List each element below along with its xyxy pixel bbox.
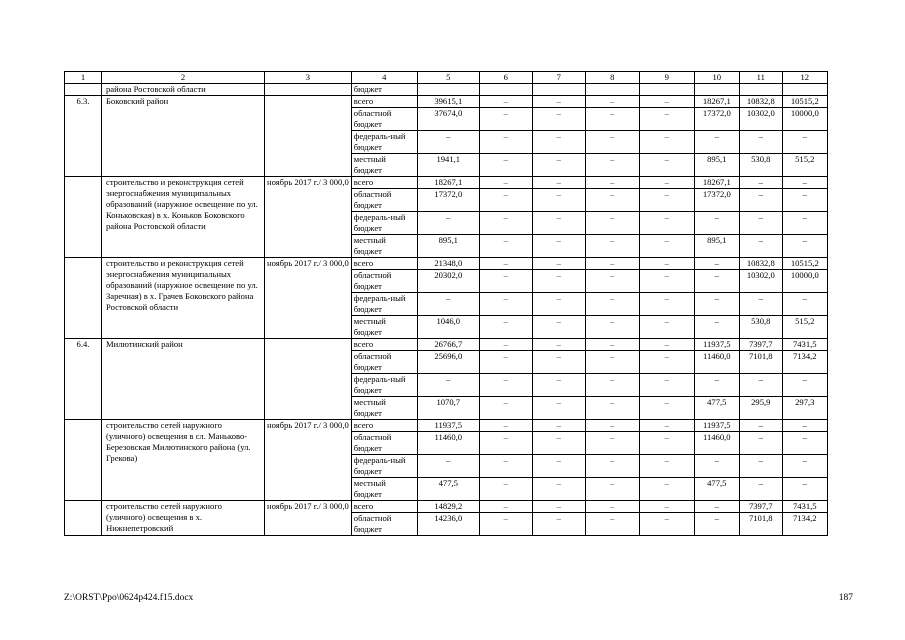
term-cost-cell: ноябрь 2017 г./ 3 000,0 xyxy=(265,420,352,501)
column-number-cell: 5 xyxy=(417,72,479,84)
table-row xyxy=(65,420,828,432)
section-name-cell: строительство сетей наружного (уличного) освещения в х. Нижнепетровский xyxy=(102,501,265,536)
dash-cell: – xyxy=(585,478,639,501)
dash-cell: – xyxy=(479,258,532,270)
value-cell: – xyxy=(782,293,827,316)
dash-cell: – xyxy=(639,339,694,351)
table-row xyxy=(65,258,828,270)
value-cell xyxy=(739,84,782,96)
column-number-row xyxy=(65,72,828,84)
value-cell: 10515,2 xyxy=(782,258,827,270)
dash-cell: – xyxy=(639,108,694,131)
value-cell xyxy=(479,84,532,96)
source-cell: федераль-ный бюджет xyxy=(351,455,417,478)
dash-cell: – xyxy=(479,478,532,501)
dash-cell: – xyxy=(532,501,585,513)
value-cell: 37674,0 xyxy=(417,108,479,131)
dash-cell: – xyxy=(585,501,639,513)
value-cell: – xyxy=(694,270,739,293)
value-cell: 14829,2 xyxy=(417,501,479,513)
source-cell: областной бюджет xyxy=(351,432,417,455)
dash-cell: – xyxy=(479,189,532,212)
dash-cell: – xyxy=(585,96,639,108)
section-name-cell: Милютинский район xyxy=(102,339,265,420)
value-cell: 18267,1 xyxy=(417,177,479,189)
value-cell xyxy=(782,84,827,96)
section-name-cell: строительство и реконструкция сетей энергоснабжения муниципальных образований (наружное освещение по ул. Заречная) в х. Грачев Боковского района Ростовской области xyxy=(102,258,265,339)
value-cell: – xyxy=(739,420,782,432)
value-cell: 477,5 xyxy=(694,397,739,420)
value-cell: 10832,8 xyxy=(739,258,782,270)
section-number-cell xyxy=(65,177,102,258)
column-number-cell: 1 xyxy=(65,72,102,84)
source-cell: федераль-ный бюджет xyxy=(351,374,417,397)
footer-file-path: Z:\ORST\Ppo\0624p424.f15.docx xyxy=(64,593,194,603)
dash-cell: – xyxy=(639,131,694,154)
value-cell: 39615,1 xyxy=(417,96,479,108)
dash-cell: – xyxy=(639,235,694,258)
source-cell: федераль-ный бюджет xyxy=(351,212,417,235)
source-cell: всего xyxy=(351,420,417,432)
value-cell: 18267,1 xyxy=(694,177,739,189)
dash-cell: – xyxy=(532,235,585,258)
value-cell: – xyxy=(739,189,782,212)
dash-cell: – xyxy=(639,189,694,212)
value-cell: – xyxy=(782,212,827,235)
dash-cell: – xyxy=(479,154,532,177)
source-cell: местный бюджет xyxy=(351,154,417,177)
value-cell: 7431,5 xyxy=(782,339,827,351)
dash-cell: – xyxy=(639,270,694,293)
value-cell: 17372,0 xyxy=(694,189,739,212)
section-number-cell xyxy=(65,420,102,501)
value-cell: 21348,0 xyxy=(417,258,479,270)
dash-cell: – xyxy=(532,270,585,293)
table-row xyxy=(65,339,828,351)
dash-cell: – xyxy=(479,270,532,293)
dash-cell: – xyxy=(585,177,639,189)
value-cell xyxy=(694,84,739,96)
value-cell: 10000,0 xyxy=(782,270,827,293)
value-cell: – xyxy=(782,177,827,189)
value-cell: 530,8 xyxy=(739,154,782,177)
value-cell: 7397,7 xyxy=(739,501,782,513)
dash-cell: – xyxy=(532,154,585,177)
dash-cell: – xyxy=(585,293,639,316)
dash-cell: – xyxy=(532,316,585,339)
value-cell: – xyxy=(782,478,827,501)
source-cell: областной бюджет xyxy=(351,270,417,293)
dash-cell: – xyxy=(585,270,639,293)
dash-cell: – xyxy=(585,397,639,420)
section-number-cell: 6.4. xyxy=(65,339,102,420)
value-cell: 18267,1 xyxy=(694,96,739,108)
dash-cell: – xyxy=(532,293,585,316)
section-name-cell: строительство сетей наружного (уличного) освещения в сл. Маньково-Березовская Милютинского района (ул. Грекова) xyxy=(102,420,265,501)
source-cell: областной бюджет xyxy=(351,189,417,212)
dash-cell: – xyxy=(639,455,694,478)
value-cell: – xyxy=(739,293,782,316)
value-cell: 7134,2 xyxy=(782,513,827,536)
value-cell: – xyxy=(417,293,479,316)
source-cell: федераль-ный бюджет xyxy=(351,131,417,154)
value-cell: – xyxy=(694,513,739,536)
dash-cell: – xyxy=(639,96,694,108)
source-cell: всего xyxy=(351,339,417,351)
dash-cell: – xyxy=(585,316,639,339)
footer-page-number: 187 xyxy=(838,593,853,603)
source-cell: всего xyxy=(351,501,417,513)
dash-cell: – xyxy=(479,513,532,536)
dash-cell: – xyxy=(585,420,639,432)
value-cell: 1941,1 xyxy=(417,154,479,177)
value-cell xyxy=(585,84,639,96)
column-number-cell: 4 xyxy=(351,72,417,84)
source-cell: всего xyxy=(351,177,417,189)
value-cell xyxy=(417,84,479,96)
column-number-cell: 7 xyxy=(532,72,585,84)
source-cell: всего xyxy=(351,96,417,108)
value-cell: – xyxy=(739,235,782,258)
value-cell: 11460,0 xyxy=(694,432,739,455)
dash-cell: – xyxy=(479,96,532,108)
value-cell: – xyxy=(739,177,782,189)
term-cost-cell: ноябрь 2017 г./ 3 000,0 xyxy=(265,177,352,258)
value-cell: 297,3 xyxy=(782,397,827,420)
value-cell: – xyxy=(694,131,739,154)
value-cell: 7397,7 xyxy=(739,339,782,351)
dash-cell: – xyxy=(639,154,694,177)
source-cell: областной бюджет xyxy=(351,513,417,536)
value-cell: – xyxy=(782,420,827,432)
value-cell: – xyxy=(694,293,739,316)
dash-cell: – xyxy=(479,212,532,235)
value-cell: – xyxy=(417,131,479,154)
column-number-cell: 10 xyxy=(694,72,739,84)
dash-cell: – xyxy=(479,108,532,131)
value-cell: 7101,8 xyxy=(739,513,782,536)
dash-cell: – xyxy=(532,455,585,478)
value-cell: 895,1 xyxy=(694,154,739,177)
dash-cell: – xyxy=(532,189,585,212)
value-cell: – xyxy=(782,455,827,478)
value-cell: 25696,0 xyxy=(417,351,479,374)
value-cell: 295,9 xyxy=(739,397,782,420)
value-cell xyxy=(532,84,585,96)
value-cell: 11460,0 xyxy=(694,351,739,374)
term-cost-cell xyxy=(265,96,352,177)
term-cost-cell: ноябрь 2017 г./ 3 000,0 xyxy=(265,501,352,536)
dash-cell: – xyxy=(532,397,585,420)
dash-cell: – xyxy=(585,432,639,455)
dash-cell: – xyxy=(639,374,694,397)
table-row xyxy=(65,501,828,513)
dash-cell: – xyxy=(585,189,639,212)
dash-cell: – xyxy=(639,316,694,339)
value-cell: 1046,0 xyxy=(417,316,479,339)
section-number-cell xyxy=(65,258,102,339)
dash-cell: – xyxy=(639,478,694,501)
dash-cell: – xyxy=(639,432,694,455)
source-cell: всего xyxy=(351,258,417,270)
section-number-cell xyxy=(65,501,102,536)
section-number-cell: 6.3. xyxy=(65,96,102,177)
table-row xyxy=(65,84,828,96)
column-number-cell: 2 xyxy=(102,72,265,84)
source-cell: бюджет xyxy=(351,84,417,96)
column-number-cell: 9 xyxy=(639,72,694,84)
dash-cell: – xyxy=(639,212,694,235)
column-number-cell: 3 xyxy=(265,72,352,84)
value-cell: – xyxy=(782,189,827,212)
dash-cell: – xyxy=(639,513,694,536)
dash-cell: – xyxy=(532,513,585,536)
dash-cell: – xyxy=(585,154,639,177)
value-cell: 515,2 xyxy=(782,154,827,177)
dash-cell: – xyxy=(532,108,585,131)
value-cell: – xyxy=(694,258,739,270)
dash-cell: – xyxy=(639,351,694,374)
value-cell: – xyxy=(739,432,782,455)
column-number-cell: 8 xyxy=(585,72,639,84)
table-row xyxy=(65,177,828,189)
dash-cell: – xyxy=(532,177,585,189)
value-cell: 7101,8 xyxy=(739,351,782,374)
term-cost-cell: ноябрь 2017 г./ 3 000,0 xyxy=(265,258,352,339)
name-cell: района Ростовской области xyxy=(102,84,265,96)
dash-cell: – xyxy=(639,177,694,189)
value-cell: 11937,5 xyxy=(694,339,739,351)
dash-cell: – xyxy=(532,351,585,374)
value-cell: – xyxy=(417,374,479,397)
dash-cell: – xyxy=(479,316,532,339)
value-cell: – xyxy=(739,374,782,397)
section-name-cell: строительство и реконструкция сетей энергоснабжения муниципальных образований (наружное освещение по ул. Коньковская) в х. Коньков Боковского района Ростовской области xyxy=(102,177,265,258)
dash-cell: – xyxy=(532,478,585,501)
column-number-cell: 12 xyxy=(782,72,827,84)
value-cell: 11460,0 xyxy=(417,432,479,455)
dash-cell: – xyxy=(532,212,585,235)
dash-cell: – xyxy=(479,351,532,374)
value-cell: – xyxy=(417,212,479,235)
value-cell: – xyxy=(739,212,782,235)
num-cell xyxy=(65,84,102,96)
dash-cell: – xyxy=(585,339,639,351)
value-cell: – xyxy=(694,212,739,235)
dash-cell: – xyxy=(532,258,585,270)
value-cell: 14236,0 xyxy=(417,513,479,536)
dash-cell: – xyxy=(479,339,532,351)
dash-cell: – xyxy=(639,397,694,420)
value-cell: 10302,0 xyxy=(739,108,782,131)
source-cell: областной бюджет xyxy=(351,108,417,131)
dash-cell: – xyxy=(532,339,585,351)
dash-cell: – xyxy=(585,455,639,478)
dash-cell: – xyxy=(532,131,585,154)
dash-cell: – xyxy=(639,258,694,270)
dash-cell: – xyxy=(479,374,532,397)
dash-cell: – xyxy=(585,235,639,258)
dash-cell: – xyxy=(532,432,585,455)
value-cell: – xyxy=(739,478,782,501)
value-cell: 895,1 xyxy=(694,235,739,258)
value-cell: – xyxy=(694,374,739,397)
value-cell: 10515,2 xyxy=(782,96,827,108)
table-row xyxy=(65,96,828,108)
term-cost-cell xyxy=(265,339,352,420)
value-cell: – xyxy=(782,235,827,258)
value-cell: – xyxy=(782,432,827,455)
source-cell: областной бюджет xyxy=(351,351,417,374)
dash-cell: – xyxy=(479,432,532,455)
value-cell: 20302,0 xyxy=(417,270,479,293)
value-cell: 477,5 xyxy=(417,478,479,501)
dash-cell: – xyxy=(639,420,694,432)
value-cell: 530,8 xyxy=(739,316,782,339)
dash-cell: – xyxy=(585,131,639,154)
dash-cell: – xyxy=(585,258,639,270)
source-cell: местный бюджет xyxy=(351,235,417,258)
dash-cell: – xyxy=(585,374,639,397)
value-cell: 17372,0 xyxy=(694,108,739,131)
dash-cell: – xyxy=(479,293,532,316)
dash-cell: – xyxy=(585,513,639,536)
value-cell: 515,2 xyxy=(782,316,827,339)
value-cell: – xyxy=(417,455,479,478)
value-cell: 10000,0 xyxy=(782,108,827,131)
value-cell: 1070,7 xyxy=(417,397,479,420)
value-cell: – xyxy=(782,374,827,397)
value-cell: 17372,0 xyxy=(417,189,479,212)
value-cell: – xyxy=(739,131,782,154)
value-cell xyxy=(639,84,694,96)
dash-cell: – xyxy=(479,420,532,432)
dash-cell: – xyxy=(639,293,694,316)
source-cell: местный бюджет xyxy=(351,478,417,501)
column-number-cell: 11 xyxy=(739,72,782,84)
value-cell: 10832,8 xyxy=(739,96,782,108)
value-cell: 11937,5 xyxy=(417,420,479,432)
section-name-cell: Боковский район xyxy=(102,96,265,177)
dash-cell: – xyxy=(532,420,585,432)
dash-cell: – xyxy=(479,501,532,513)
dash-cell: – xyxy=(585,212,639,235)
dash-cell: – xyxy=(479,235,532,258)
column-number-cell: 6 xyxy=(479,72,532,84)
dash-cell: – xyxy=(585,108,639,131)
value-cell: 895,1 xyxy=(417,235,479,258)
term-cell xyxy=(265,84,352,96)
value-cell: 10302,0 xyxy=(739,270,782,293)
value-cell: 7134,2 xyxy=(782,351,827,374)
source-cell: местный бюджет xyxy=(351,316,417,339)
source-cell: местный бюджет xyxy=(351,397,417,420)
value-cell: 26766,7 xyxy=(417,339,479,351)
value-cell: 11937,5 xyxy=(694,420,739,432)
dash-cell: – xyxy=(532,96,585,108)
dash-cell: – xyxy=(585,351,639,374)
source-cell: федераль-ный бюджет xyxy=(351,293,417,316)
value-cell: – xyxy=(739,455,782,478)
dash-cell: – xyxy=(479,397,532,420)
budget-table xyxy=(64,71,828,536)
dash-cell: – xyxy=(479,455,532,478)
dash-cell: – xyxy=(532,374,585,397)
value-cell: – xyxy=(694,316,739,339)
value-cell: – xyxy=(782,131,827,154)
value-cell: – xyxy=(694,455,739,478)
value-cell: – xyxy=(694,501,739,513)
dash-cell: – xyxy=(479,177,532,189)
dash-cell: – xyxy=(639,501,694,513)
value-cell: 7431,5 xyxy=(782,501,827,513)
dash-cell: – xyxy=(479,131,532,154)
value-cell: 477,5 xyxy=(694,478,739,501)
